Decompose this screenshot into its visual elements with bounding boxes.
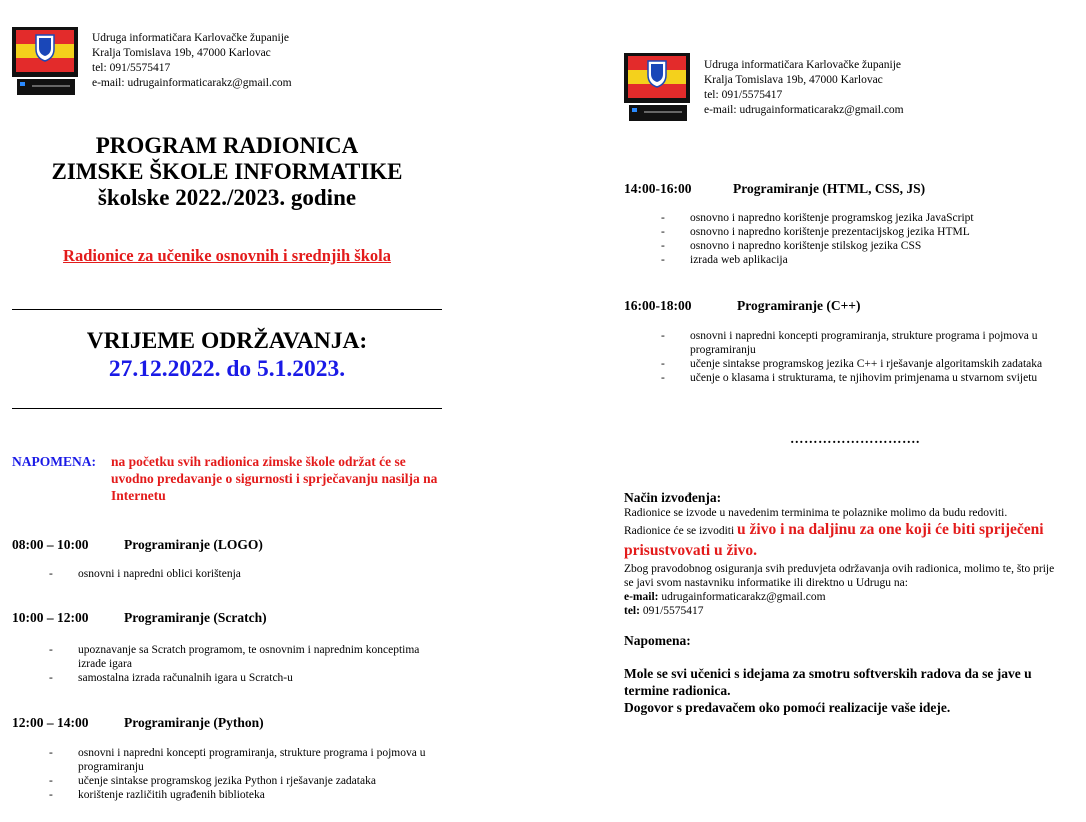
list-item: - izrada web aplikacija [661, 253, 1061, 267]
schedule-label: VRIJEME ODRŽAVANJA: [86, 328, 368, 354]
title-line-2: ZIMSKE ŠKOLE INFORMATIKE [51, 159, 403, 184]
closing-note-label: Napomena: [624, 633, 691, 648]
session-time-slot [12, 715, 442, 733]
session-items [49, 567, 444, 581]
subtitle: Radionice za učenike osnovnih i srednjih škola [63, 246, 391, 265]
org-tel: tel: 091/5575417 [92, 62, 171, 74]
list-item: - upoznavanje sa Scratch programom, te osnovnim i naprednim konceptima izrade igara [49, 643, 444, 671]
closing-note-text [624, 665, 1064, 716]
list-item: - osnovno i napredno korištenje programskog jezika JavaScript [661, 211, 1061, 225]
session-time-slot [12, 537, 442, 555]
contact-email-label: e-mail: [624, 591, 659, 603]
list-item: - samostalna izrada računalnih igara u Scratch-u [49, 671, 444, 685]
session-items [661, 211, 1061, 267]
intro-note [12, 453, 442, 505]
list-item: - osnovno i napredno korištenje stilskog jezika CSS [661, 239, 1061, 253]
title-line-1: PROGRAM RADIONICA [95, 133, 359, 158]
session-topic: Programiranje (C++) [737, 298, 861, 313]
list-item: - osnovni i napredni koncepti programiranja, strukture programa i pojmova u programiranju [661, 329, 1061, 357]
method-paragraph-2-start: Radionice će se izvoditi [624, 525, 738, 537]
contact-tel-value: 091/5575417 [642, 605, 704, 617]
closing-line-2: Dogovor s predavačem oko pomoći realizacije vaše ideje. [624, 700, 951, 715]
session-items [49, 746, 444, 802]
organization-logo [12, 27, 80, 102]
session-topic: Programiranje (Python) [124, 715, 264, 730]
contact-tel [624, 604, 1064, 618]
list-item: - korištenje različitih ugrađenih biblioteka [49, 788, 444, 802]
list-item: - osnovno i napredno korištenje prezentacijskog jezika HTML [661, 225, 1061, 239]
method-paragraph-1: Radionice se izvode u navedenim terminima te polaznike molimo da budu redoviti. [624, 507, 1008, 519]
divider-top [12, 309, 442, 310]
method-heading: Način izvođenja: [624, 490, 722, 505]
org-tel: tel: 091/5575417 [704, 89, 783, 101]
list-item: - učenje sintakse programskog jezika C++ i rješavanje algoritamskih zadataka [661, 357, 1061, 371]
delivery-method [624, 490, 1064, 618]
contact-email-value: udrugainformaticarakz@gmail.com [661, 591, 826, 603]
page-title [12, 133, 442, 211]
method-paragraph-2 [624, 520, 1064, 562]
session-time-slot [624, 181, 1064, 199]
session-topic: Programiranje (LOGO) [124, 537, 263, 552]
note-label: NAPOMENA: [12, 454, 96, 469]
separator-dots: ………………………. [790, 431, 920, 446]
org-name: Udruga informatičara Karlovačke županije [92, 32, 289, 44]
session-time: 10:00 – 12:00 [12, 610, 89, 625]
divider-bottom [12, 408, 442, 409]
schedule-dates: 27.12.2022. do 5.1.2023. [108, 356, 346, 382]
organization-logo [624, 53, 692, 128]
session-items [661, 329, 1061, 385]
session-items [49, 643, 444, 685]
list-item: - osnovni i napredni oblici korištenja [49, 567, 444, 581]
org-email: e-mail: udrugainformaticarakz@gmail.com [704, 104, 904, 116]
method-paragraph-3: Zbog pravodobnog osiguranja svih preduvjeta održavanja ovih radionica, molimo te, što prije se javi svom nastavniku informatike ili direktno u Udrugu na: [624, 563, 1055, 589]
org-name: Udruga informatičara Karlovačke županije [704, 59, 901, 71]
session-time: 12:00 – 14:00 [12, 715, 89, 730]
org-address: Kralja Tomislava 19b, 47000 Karlovac [92, 47, 271, 59]
organization-info [92, 31, 292, 91]
session-time: 14:00-16:00 [624, 181, 692, 196]
session-time-slot [12, 610, 442, 628]
org-email: e-mail: udrugainformaticarakz@gmail.com [92, 77, 292, 89]
session-topic: Programiranje (HTML, CSS, JS) [733, 181, 926, 196]
list-item: - učenje sintakse programskog jezika Python i rješavanje zadataka [49, 774, 444, 788]
title-line-3: školske 2022./2023. godine [97, 185, 357, 210]
list-item: - osnovni i napredni koncepti programiranja, strukture programa i pojmova u programiranju [49, 746, 444, 774]
session-time: 16:00-18:00 [624, 298, 692, 313]
session-topic: Programiranje (Scratch) [124, 610, 267, 625]
session-time-slot [624, 298, 1064, 316]
method-paragraph-2-emphasis: u živo i na daljinu za one koji će biti spriječeni prisustvovati u živo. [624, 521, 1044, 559]
note-text: na početku svih radionica zimske škole održat će se uvodno predavanje o sigurnosti i sprječavanju nasilja na Internetu [111, 454, 438, 503]
contact-tel-label: tel: [624, 605, 640, 617]
schedule-block [12, 327, 442, 383]
organization-info [704, 58, 904, 118]
list-item: - učenje o klasama i strukturama, te njihovim primjenama u stvarnom svijetu [661, 371, 1061, 385]
session-time: 08:00 – 10:00 [12, 537, 89, 552]
closing-line-1: Mole se svi učenici s idejama za smotru softverskih radova da se jave u termine radionica. [624, 666, 1032, 698]
org-address: Kralja Tomislava 19b, 47000 Karlovac [704, 74, 883, 86]
contact-email [624, 590, 1064, 604]
